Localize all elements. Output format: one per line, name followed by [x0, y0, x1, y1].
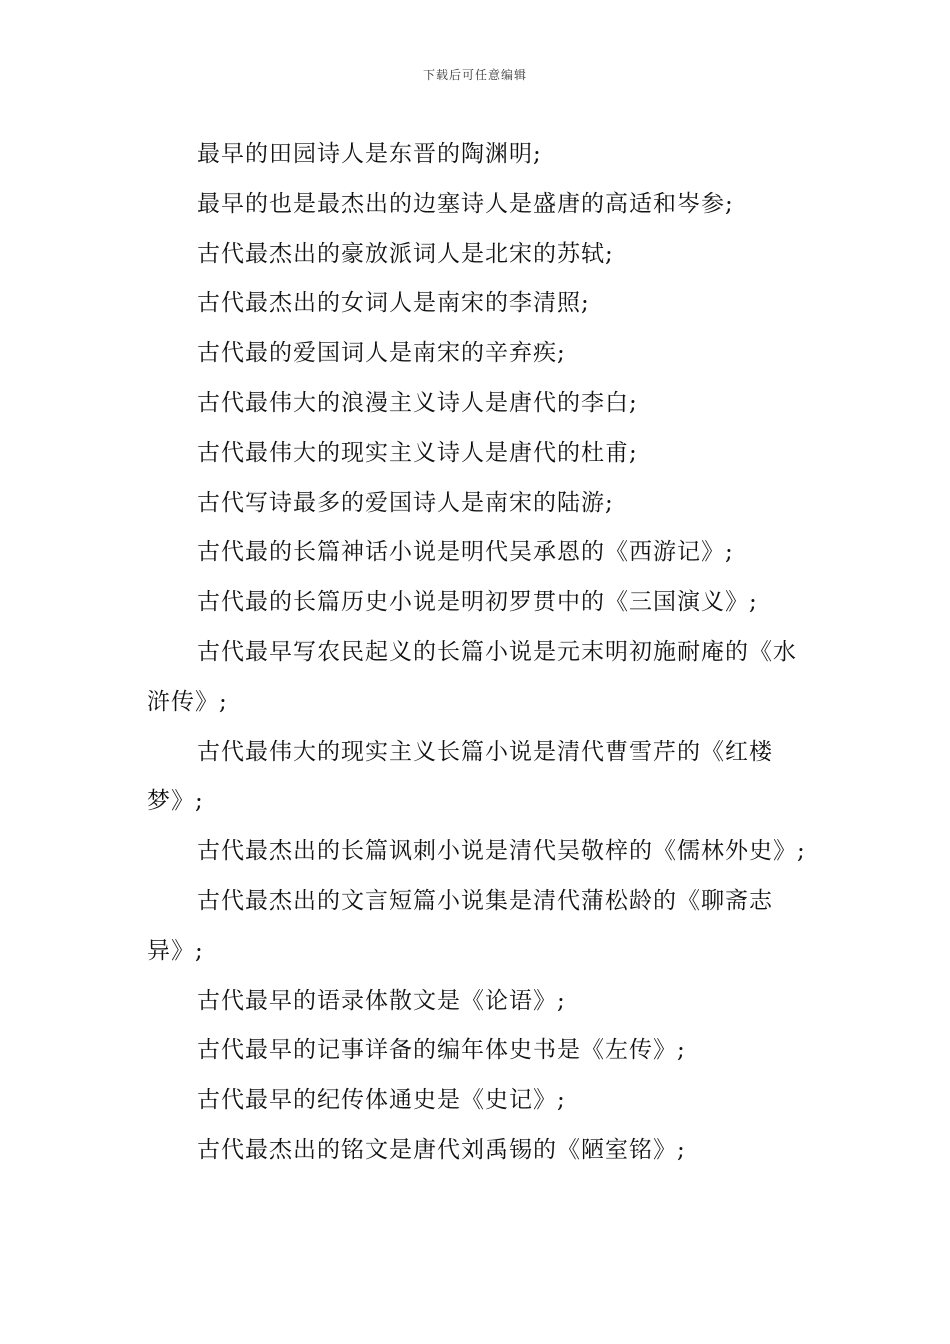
paragraph: 古代最杰出的文言短篇小说集是清代蒲松龄的《聊斋志异》;: [147, 887, 773, 964]
paragraph: 古代最早的纪传体通史是《史记》;: [197, 1087, 566, 1114]
paragraph: 古代最早的语录体散文是《论语》;: [197, 987, 566, 1014]
paragraph: 最早的田园诗人是东晋的陶渊明;: [197, 141, 542, 167]
document-body: [147, 130, 807, 1176]
paragraph: 古代最的长篇历史小说是明初罗贯中的《三国演义》;: [197, 589, 758, 616]
page-header: 下载后可任意编辑: [422, 68, 527, 82]
paragraph: 古代最的爱国词人是南宋的辛弃疾;: [197, 340, 566, 367]
paragraph: 古代最伟大的现实主义诗人是唐代的杜甫;: [197, 439, 638, 466]
paragraph: 古代最早的记事详备的编年体史书是《左传》;: [197, 1037, 686, 1064]
paragraph: 古代最伟大的浪漫主义诗人是唐代的李白;: [197, 389, 638, 416]
paragraph: 古代最杰出的铭文是唐代刘禹锡的《陋室铭》;: [197, 1136, 686, 1163]
paragraph: 古代最杰出的豪放派词人是北宋的苏轼;: [197, 240, 614, 267]
paragraph: 最早的也是最杰出的边塞诗人是盛唐的高适和岑参;: [197, 190, 734, 217]
paragraph: 古代最的长篇神话小说是明代吴承恩的《西游记》;: [197, 539, 734, 566]
paragraph: 古代最杰出的长篇讽刺小说是清代吴敬梓的《儒林外史》;: [197, 838, 806, 865]
paragraph: 古代最伟大的现实主义长篇小说是清代曹雪芹的《红楼梦》;: [147, 738, 773, 815]
paragraph: 古代写诗最多的爱国诗人是南宋的陆游;: [197, 489, 614, 516]
paragraph: 古代最杰出的女词人是南宋的李清照;: [197, 290, 590, 317]
paragraph: 古代最早写农民起义的长篇小说是元末明初施耐庵的《水浒传》;: [147, 638, 797, 715]
